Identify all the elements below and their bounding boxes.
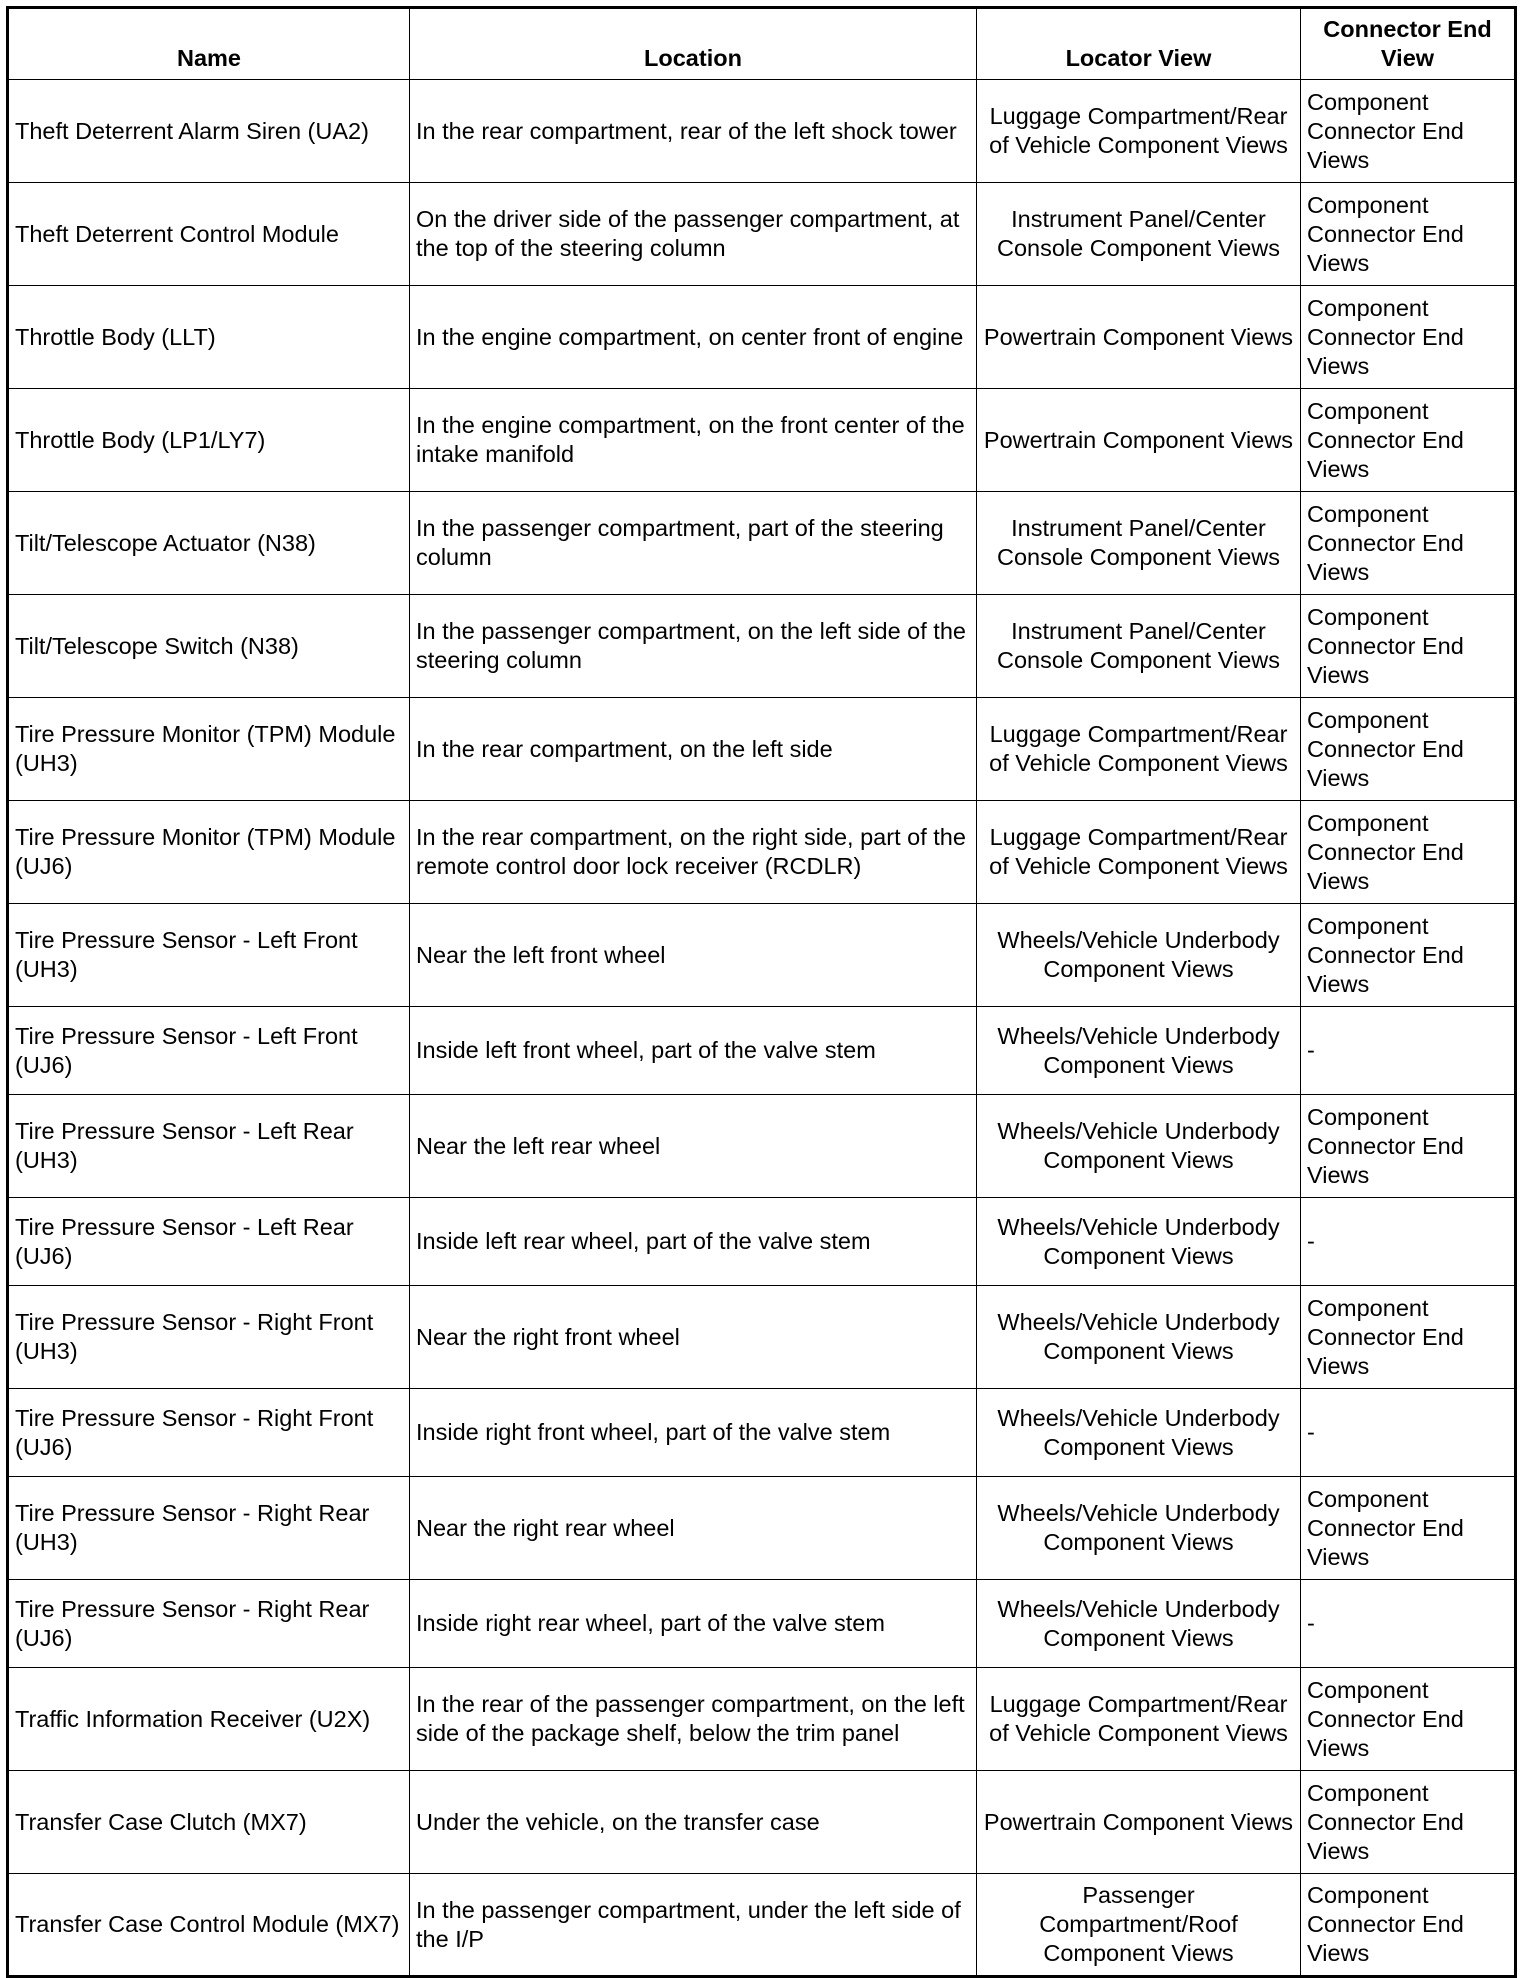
row-name: Tire Pressure Sensor - Right Front (UH3) <box>8 1286 410 1389</box>
row-connector-end-view: Component Connector End Views <box>1301 595 1516 698</box>
row-location: In the passenger compartment, on the left side of the steering column <box>410 595 977 698</box>
row-name: Theft Deterrent Control Module <box>8 183 410 286</box>
row-location: Near the left rear wheel <box>410 1095 977 1198</box>
row-name: Tilt/Telescope Switch (N38) <box>8 595 410 698</box>
row-locator-view: Luggage Compartment/Rear of Vehicle Component Views <box>977 801 1301 904</box>
row-location: On the driver side of the passenger compartment, at the top of the steering column <box>410 183 977 286</box>
row-location: In the rear compartment, on the left side <box>410 698 977 801</box>
row-location: In the engine compartment, on the front center of the intake manifold <box>410 389 977 492</box>
row-name: Traffic Information Receiver (U2X) <box>8 1668 410 1771</box>
row-locator-view: Luggage Compartment/Rear of Vehicle Component Views <box>977 698 1301 801</box>
row-locator-view: Wheels/Vehicle Underbody Component Views <box>977 904 1301 1007</box>
row-name: Throttle Body (LP1/LY7) <box>8 389 410 492</box>
header-name: Name <box>8 8 410 80</box>
row-name: Throttle Body (LLT) <box>8 286 410 389</box>
row-connector-end-view: - <box>1301 1389 1516 1477</box>
row-locator-view: Wheels/Vehicle Underbody Component Views <box>977 1007 1301 1095</box>
row-name: Tire Pressure Sensor - Right Rear (UJ6) <box>8 1580 410 1668</box>
table-row <box>8 1286 1516 1389</box>
row-locator-view: Wheels/Vehicle Underbody Component Views <box>977 1095 1301 1198</box>
row-location: Inside right rear wheel, part of the valve stem <box>410 1580 977 1668</box>
row-location: Near the right front wheel <box>410 1286 977 1389</box>
row-connector-end-view: - <box>1301 1580 1516 1668</box>
row-connector-end-view: Component Connector End Views <box>1301 80 1516 183</box>
row-connector-end-view: Component Connector End Views <box>1301 1477 1516 1580</box>
header-location: Location <box>410 8 977 80</box>
row-locator-view: Passenger Compartment/Roof Component Views <box>977 1874 1301 1977</box>
row-name: Tire Pressure Monitor (TPM) Module (UJ6) <box>8 801 410 904</box>
row-location: Near the left front wheel <box>410 904 977 1007</box>
row-connector-end-view: Component Connector End Views <box>1301 183 1516 286</box>
table-row <box>8 904 1516 1007</box>
component-locator-table-wrapper <box>6 6 1514 1978</box>
row-location: Under the vehicle, on the transfer case <box>410 1771 977 1874</box>
row-location: In the rear compartment, rear of the left shock tower <box>410 80 977 183</box>
row-connector-end-view: Component Connector End Views <box>1301 698 1516 801</box>
row-location: Inside left rear wheel, part of the valve stem <box>410 1198 977 1286</box>
row-connector-end-view: Component Connector End Views <box>1301 1095 1516 1198</box>
row-connector-end-view: Component Connector End Views <box>1301 1874 1516 1977</box>
row-locator-view: Powertrain Component Views <box>977 1771 1301 1874</box>
row-locator-view: Wheels/Vehicle Underbody Component Views <box>977 1389 1301 1477</box>
row-name: Tire Pressure Monitor (TPM) Module (UH3) <box>8 698 410 801</box>
table-row <box>8 595 1516 698</box>
table-row <box>8 1198 1516 1286</box>
row-locator-view: Instrument Panel/Center Console Component Views <box>977 183 1301 286</box>
table-row <box>8 1874 1516 1977</box>
table-row <box>8 1477 1516 1580</box>
row-location: Inside right front wheel, part of the valve stem <box>410 1389 977 1477</box>
row-connector-end-view: Component Connector End Views <box>1301 286 1516 389</box>
row-locator-view: Powertrain Component Views <box>977 286 1301 389</box>
table-row <box>8 1580 1516 1668</box>
row-location: In the engine compartment, on center front of engine <box>410 286 977 389</box>
row-connector-end-view: - <box>1301 1007 1516 1095</box>
row-connector-end-view: Component Connector End Views <box>1301 801 1516 904</box>
header-connector-end-view: Connector End View <box>1301 8 1516 80</box>
table-row <box>8 389 1516 492</box>
row-connector-end-view: Component Connector End Views <box>1301 492 1516 595</box>
table-row <box>8 286 1516 389</box>
row-locator-view: Instrument Panel/Center Console Component Views <box>977 595 1301 698</box>
table-row <box>8 1668 1516 1771</box>
row-connector-end-view: Component Connector End Views <box>1301 1771 1516 1874</box>
row-locator-view: Luggage Compartment/Rear of Vehicle Component Views <box>977 1668 1301 1771</box>
component-locator-table <box>6 6 1517 1978</box>
row-location: In the rear compartment, on the right side, part of the remote control door lock receiver (RCDLR) <box>410 801 977 904</box>
table-row <box>8 492 1516 595</box>
row-name: Tire Pressure Sensor - Left Rear (UJ6) <box>8 1198 410 1286</box>
row-locator-view: Luggage Compartment/Rear of Vehicle Component Views <box>977 80 1301 183</box>
table-row <box>8 1389 1516 1477</box>
row-name: Tire Pressure Sensor - Right Rear (UH3) <box>8 1477 410 1580</box>
row-connector-end-view: - <box>1301 1198 1516 1286</box>
row-location: In the rear of the passenger compartment, on the left side of the package shelf, below the trim panel <box>410 1668 977 1771</box>
row-locator-view: Wheels/Vehicle Underbody Component Views <box>977 1198 1301 1286</box>
row-connector-end-view: Component Connector End Views <box>1301 389 1516 492</box>
row-connector-end-view: Component Connector End Views <box>1301 1286 1516 1389</box>
table-header-row <box>8 8 1516 80</box>
table-row <box>8 698 1516 801</box>
table-row <box>8 1007 1516 1095</box>
row-connector-end-view: Component Connector End Views <box>1301 1668 1516 1771</box>
row-name: Theft Deterrent Alarm Siren (UA2) <box>8 80 410 183</box>
row-location: Inside left front wheel, part of the valve stem <box>410 1007 977 1095</box>
row-locator-view: Wheels/Vehicle Underbody Component Views <box>977 1286 1301 1389</box>
row-location: Near the right rear wheel <box>410 1477 977 1580</box>
row-name: Tire Pressure Sensor - Left Front (UJ6) <box>8 1007 410 1095</box>
row-location: In the passenger compartment, part of the steering column <box>410 492 977 595</box>
row-locator-view: Wheels/Vehicle Underbody Component Views <box>977 1580 1301 1668</box>
table-row <box>8 1771 1516 1874</box>
table-row <box>8 1095 1516 1198</box>
row-locator-view: Powertrain Component Views <box>977 389 1301 492</box>
row-name: Tire Pressure Sensor - Right Front (UJ6) <box>8 1389 410 1477</box>
row-name: Transfer Case Control Module (MX7) <box>8 1874 410 1977</box>
row-name: Transfer Case Clutch (MX7) <box>8 1771 410 1874</box>
row-location: In the passenger compartment, under the left side of the I/P <box>410 1874 977 1977</box>
table-row <box>8 183 1516 286</box>
row-connector-end-view: Component Connector End Views <box>1301 904 1516 1007</box>
header-locator-view: Locator View <box>977 8 1301 80</box>
row-name: Tire Pressure Sensor - Left Rear (UH3) <box>8 1095 410 1198</box>
row-name: Tilt/Telescope Actuator (N38) <box>8 492 410 595</box>
row-locator-view: Instrument Panel/Center Console Component Views <box>977 492 1301 595</box>
table-row <box>8 80 1516 183</box>
row-locator-view: Wheels/Vehicle Underbody Component Views <box>977 1477 1301 1580</box>
table-row <box>8 801 1516 904</box>
row-name: Tire Pressure Sensor - Left Front (UH3) <box>8 904 410 1007</box>
